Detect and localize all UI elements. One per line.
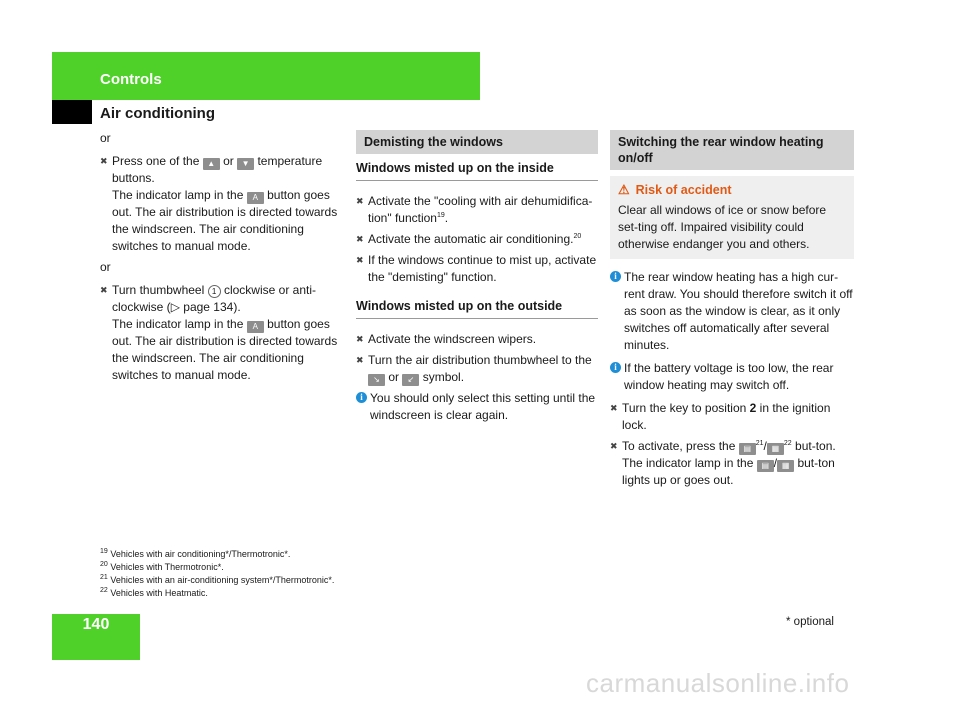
step-wipers: ✖ Activate the windscreen wipers. (356, 332, 537, 346)
step-arrow-icon: ✖ (610, 441, 618, 451)
footnote: $^{21}$ Vehicles with an air-conditioning system*/Thermotronic*. (100, 574, 335, 585)
rear-defrost-icon: ▤ (757, 460, 774, 472)
or-text: or (100, 131, 111, 145)
footnote: $^{19}$ Vehicles with air conditioning*/Thermotronic*. (100, 548, 291, 559)
warning-triangle-icon: ⚠ (618, 182, 630, 197)
step-air-distribution: ✖ Turn the air distribution thumbwheel to the ↘ or ↙ symbol. (356, 353, 592, 384)
rear-defrost-icon: ▤ (739, 443, 756, 455)
step-demisting: ✖ If the windows continue to mist up, activate the "demisting" function. (356, 253, 597, 284)
demisting-heading: Demisting the windows (356, 130, 598, 154)
step-thumbwheel: ✖ Turn thumbwheel 1 clockwise or anti-clockwise (▷ page 134). The indicator lamp in the A button goes out. The air distribution is directed towards the windscreen. The air conditioning switches to manual mode. (100, 283, 338, 382)
step-ignition: ✖ Turn the key to position 2 in the ignition lock. (610, 401, 831, 432)
outside-subheading: Windows misted up on the outside (356, 298, 598, 319)
optional-note: * optional (786, 616, 834, 628)
step-cooling: ✖ Activate the "cooling with air dehumidifica-tion" function$^{19}$. (356, 194, 593, 225)
section-marker (52, 100, 92, 124)
rear-heating-heading: Switching the rear window heating on/off (610, 130, 854, 170)
chapter-title: Controls (100, 71, 162, 88)
inside-subheading: Windows misted up on the inside (356, 160, 598, 181)
step-arrow-icon: ✖ (610, 403, 618, 413)
warning-title: Risk of accident (635, 183, 732, 197)
step-temperature: ✖ Press one of the ▲ or ▼ temperature buttons. The indicator lamp in the A button goes out. The air distribution is directed towards the windscreen. The air conditioning switches to manual mode. (100, 154, 338, 253)
warning-box (610, 176, 854, 259)
info-icon: i (356, 392, 367, 403)
step-arrow-icon: ✖ (100, 156, 108, 166)
section-title: Air conditioning (100, 105, 215, 122)
footnote: $^{20}$ Vehicles with Thermotronic*. (100, 561, 224, 572)
footnotes (100, 548, 334, 600)
callout-number: 1 (208, 285, 221, 298)
column-2 (356, 130, 598, 430)
info-note: i You should only select this setting until the windscreen is clear again. (356, 390, 598, 424)
watermark: carmanualsonline.info (586, 668, 850, 698)
step-arrow-icon: ✖ (356, 334, 364, 344)
auto-button-icon: A (247, 192, 264, 204)
temperature-down-icon: ▼ (237, 158, 254, 170)
heated-rear-window-icon: ▦ (767, 443, 784, 455)
temperature-up-icon: ▲ (203, 158, 220, 170)
page-number: 140 (82, 616, 110, 633)
page-reference-link[interactable]: page 134). (183, 300, 241, 314)
or-text: or (100, 260, 111, 274)
info-icon: i (610, 362, 621, 373)
page-ref-arrow-icon: ▷ (170, 300, 180, 314)
warning-text: Clear all windows of ice or snow before set-ting off. Impaired visibility could otherwise endanger you and others. (618, 203, 827, 251)
step-arrow-icon: ✖ (356, 234, 364, 244)
step-arrow-icon: ✖ (356, 196, 364, 206)
step-arrow-icon: ✖ (356, 255, 364, 265)
info-note: i If the battery voltage is too low, the rear window heating may switch off. (610, 360, 854, 394)
air-distribution-windscreen-icon: ↘ (368, 374, 385, 386)
step-activate-rear-heating: ✖ To activate, press the ▤$^{21}$/ ▦$^{22}$ but-ton. The indicator lamp in the ▤ / ▦ but-ton lights up or goes out. (610, 439, 836, 487)
step-arrow-icon: ✖ (100, 285, 108, 295)
step-automatic: ✖ Activate the automatic air conditioning.$^{20}$ (356, 232, 582, 246)
column-3 (610, 130, 854, 493)
info-note: i The rear window heating has a high cur-rent draw. You should therefore switch it off as soon as the window is clear, as it only switches off automatically after several minutes. (610, 269, 854, 354)
air-distribution-footwell-icon: ↙ (402, 374, 419, 386)
column-1 (100, 130, 345, 388)
info-icon: i (610, 271, 621, 282)
footnote: $^{22}$ Vehicles with Heatmatic. (100, 587, 208, 598)
heated-rear-window-icon: ▦ (777, 460, 794, 472)
auto-button-icon: A (247, 321, 264, 333)
step-arrow-icon: ✖ (356, 355, 364, 365)
